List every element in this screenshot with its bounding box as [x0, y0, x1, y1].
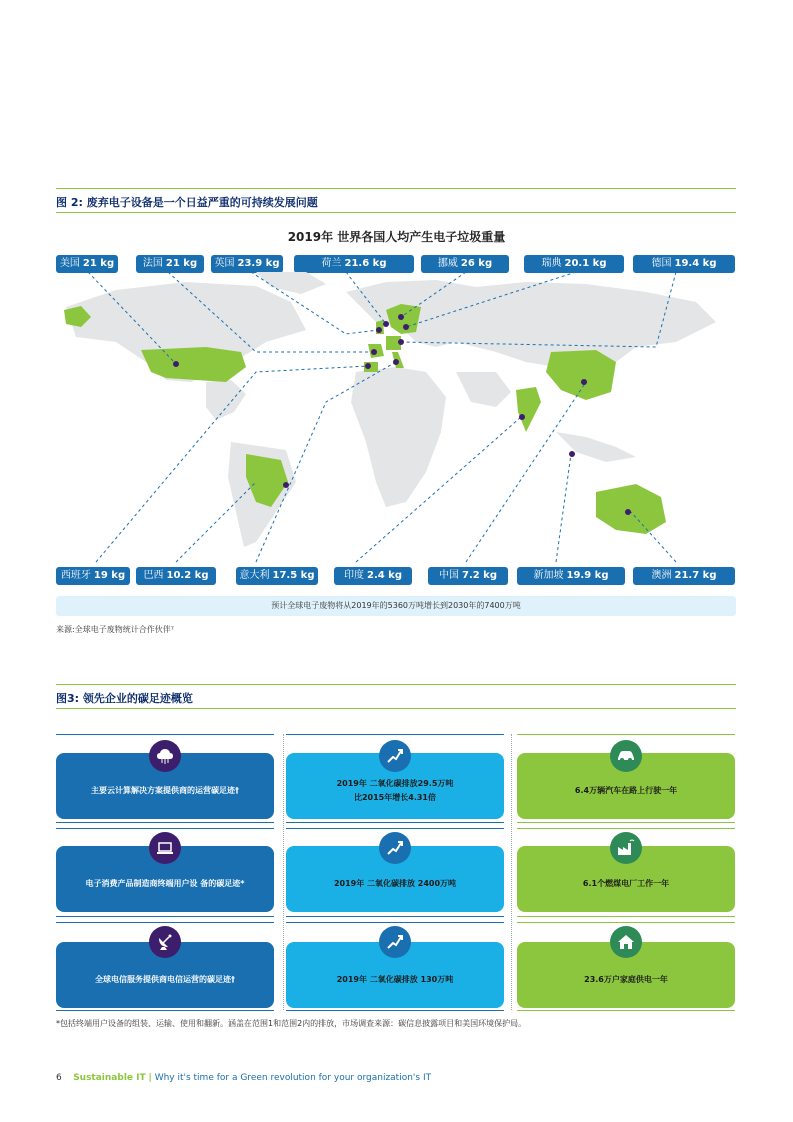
map-greenland: [256, 272, 326, 294]
pin-australia: [625, 509, 631, 515]
figure2-top-rule: [56, 188, 736, 189]
map-title: 2019年 世界各国人均产生电子垃圾重量: [287, 230, 506, 244]
map-usa: [141, 347, 246, 382]
factory-icon: [610, 832, 642, 864]
label-brazil: 巴西 10.2 kg: [136, 567, 216, 585]
connector-singapore: [556, 454, 571, 562]
house-icon: [610, 926, 642, 958]
figure2-title: 图 2: 废弃电子设备是一个日益严重的可持续发展问题: [56, 196, 318, 209]
row1-bottom-rule: [56, 822, 274, 823]
row1-bottom-rule: [286, 822, 504, 823]
pin-usa: [173, 361, 179, 367]
row2-rule: [286, 828, 504, 829]
label-germany: 德国 19.4 kg: [633, 255, 735, 273]
pin-brazil: [283, 482, 289, 488]
map-middle-east: [456, 372, 511, 407]
map-africa: [351, 367, 446, 507]
label-italy: 意大利 17.5 kg: [236, 567, 318, 585]
footer-brand: Sustainable IT: [73, 1073, 146, 1083]
card-telecom-emission: 2019年 二氧化碳排放 130万吨: [286, 942, 504, 1008]
trend-up-icon: [379, 740, 411, 772]
map-australia: [596, 484, 666, 534]
label-singapore: 新加坡 19.9 kg: [517, 567, 625, 585]
label-norway: 挪威 26 kg: [421, 255, 509, 273]
label-netherlands: 荷兰 21.6 kg: [294, 255, 414, 273]
map-southeast-asia: [556, 432, 636, 462]
label-france: 法国 21 kg: [136, 255, 204, 273]
map-central-america: [206, 380, 246, 420]
figure2-source: 来源:全球电子废物统计合作伙伴⁷: [56, 625, 174, 634]
pin-norway: [398, 314, 404, 320]
row3-bottom-rule: [286, 1010, 504, 1011]
row2-bottom-rule: [56, 916, 274, 917]
map-china: [546, 350, 616, 400]
card-device-maker: 电子消费产品制造商终端用户设 备的碳足迹*: [56, 846, 274, 912]
label-australia: 澳洲 21.7 kg: [633, 567, 735, 585]
laptop-icon: [149, 832, 181, 864]
trend-up-icon: [379, 926, 411, 958]
row2-rule: [56, 828, 274, 829]
label-uk: 英国 23.9 kg: [211, 255, 283, 273]
pin-spain: [365, 363, 371, 369]
pin-netherlands: [383, 321, 389, 327]
label-sweden: 瑞典 20.1 kg: [524, 255, 624, 273]
cloud-icon: [149, 740, 181, 772]
card-cloud-provider: 主要云计算解决方案提供商的运营碳足迹†: [56, 753, 274, 819]
car-icon: [610, 740, 642, 772]
row1-rule: [286, 734, 504, 735]
pin-germany: [398, 339, 404, 345]
pin-china: [581, 379, 587, 385]
figure3-top-rule: [56, 684, 736, 685]
row3-rule: [56, 922, 274, 923]
row3-bottom-rule: [56, 1010, 274, 1011]
pin-sweden: [403, 324, 409, 330]
card-cloud-equivalent: 6.4万辆汽车在路上行驶一年: [517, 753, 735, 819]
pin-singapore: [569, 451, 575, 457]
world-map: [56, 272, 736, 564]
map-scandinavia: [386, 304, 421, 334]
row1-rule: [517, 734, 735, 735]
map-india: [516, 387, 541, 432]
figure3-bottom-rule: [56, 708, 736, 709]
footer-tagline: Why it's time for a Green revolution for your organization's IT: [154, 1073, 432, 1083]
column-separator: [511, 734, 512, 1010]
pin-italy: [393, 359, 399, 365]
row2-bottom-rule: [286, 916, 504, 917]
row2-bottom-rule: [517, 916, 735, 917]
pin-france: [371, 349, 377, 355]
row1-rule: [56, 734, 274, 735]
row3-rule: [286, 922, 504, 923]
card-telecom-provider: 全球电信服务提供商电信运营的碳足迹†: [56, 942, 274, 1008]
column-separator: [283, 734, 284, 1010]
figure3-title: 图3: 领先企业的碳足迹概览: [56, 692, 193, 705]
row3-rule: [517, 922, 735, 923]
row2-rule: [517, 828, 735, 829]
card-telecom-equivalent: 23.6万户家庭供电一年: [517, 942, 735, 1008]
figure2-bottom-rule: [56, 212, 736, 213]
card-device-equivalent: 6.1个燃煤电厂工作一年: [517, 846, 735, 912]
page-footer: [56, 1073, 431, 1083]
pin-uk: [376, 327, 382, 333]
row3-bottom-rule: [517, 1010, 735, 1011]
label-india: 印度 2.4 kg: [334, 567, 412, 585]
label-china: 中国 7.2 kg: [428, 567, 508, 585]
pin-india: [519, 414, 525, 420]
footer-separator: |: [148, 1073, 152, 1083]
satellite-dish-icon: [149, 926, 181, 958]
card-cloud-emission: 2019年 二氧化碳排放29.5万吨 比2015年增长4.31倍: [286, 753, 504, 819]
row1-bottom-rule: [517, 822, 735, 823]
card-device-emission: 2019年 二氧化碳排放 2400万吨: [286, 846, 504, 912]
trend-up-icon: [379, 832, 411, 864]
figure3-footnote: *包括终端用户设备的组装、运输、使用和翻新。涵盖在范围1和范围2内的排放，市场调查来源：碳信息披露项目和美国环境保护局。: [56, 1019, 527, 1028]
label-spain: 西班牙 19 kg: [56, 567, 130, 585]
label-usa: 美国 21 kg: [56, 255, 118, 273]
page-number: 6: [56, 1073, 62, 1083]
forecast-banner: 预计全球电子废物将从2019年的5360万吨增长到2030年的7400万吨: [56, 596, 736, 616]
